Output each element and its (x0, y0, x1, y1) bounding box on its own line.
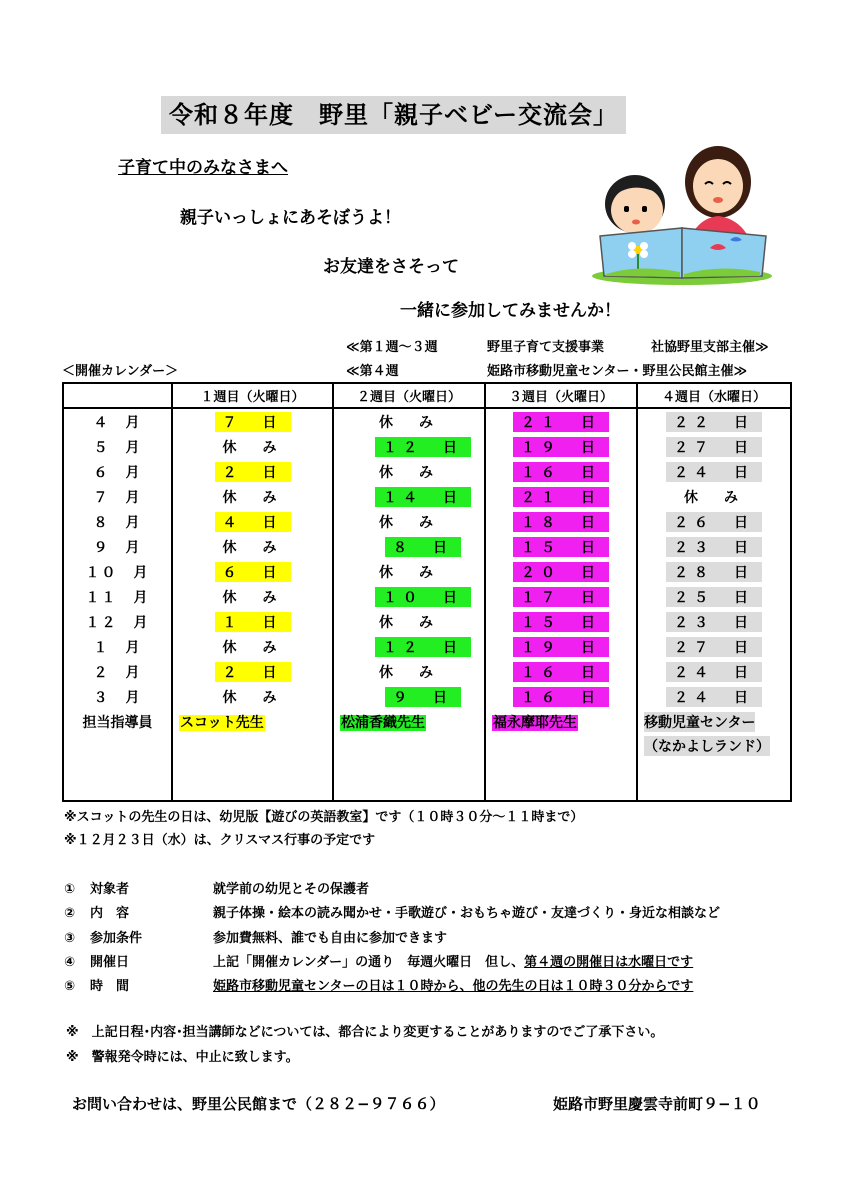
calendar-row (63, 509, 791, 534)
closed-label: 休 み (222, 589, 283, 606)
date-cell-w4 (637, 659, 791, 684)
date-cell-w4 (637, 634, 791, 659)
event-date: １７ 日 (513, 587, 609, 607)
instructor-name-sub: （なかよしランド） (644, 736, 770, 756)
closed-label: 休 み (684, 489, 744, 506)
column-header-4: ４週目（水曜日） (637, 383, 791, 408)
date-cell-w4 (637, 459, 791, 484)
item-label: 対象者 (90, 882, 130, 897)
date-cell-w3 (485, 684, 637, 709)
event-date: １６ 日 (513, 662, 609, 682)
column-header-0 (63, 383, 172, 408)
event-date: ２４ 日 (666, 687, 762, 707)
item-text-emphasis: 第４週の開催日は水曜日です (524, 955, 694, 970)
date-cell-w4 (637, 434, 791, 459)
event-date: １５ 日 (513, 612, 609, 632)
info-item (64, 951, 693, 970)
date-cell-w1 (172, 609, 333, 634)
date-cell-w2 (333, 509, 485, 534)
calendar-row (63, 408, 791, 434)
date-cell-w2 (333, 609, 485, 634)
instructor-cell-w1 (172, 709, 333, 801)
date-cell-w1 (172, 484, 333, 509)
calendar-row (63, 484, 791, 509)
column-header-1: １週目（火曜日） (172, 383, 333, 408)
date-cell-w4 (637, 534, 791, 559)
info-item (64, 927, 447, 946)
schedule-weeks-1-3: ≪第１週～３週 (346, 340, 438, 355)
date-cell-w3 (485, 459, 637, 484)
date-cell-w4 (637, 584, 791, 609)
date-cell-w1 (172, 584, 333, 609)
date-cell-w2 (333, 434, 485, 459)
date-cell-w2 (333, 459, 485, 484)
date-cell-w2 (333, 684, 485, 709)
footnote-warning: ※ 警報発令時には、中止に致します。 (66, 1050, 299, 1065)
calendar-row (63, 459, 791, 484)
calendar-row (63, 534, 791, 559)
event-date: ８ 日 (385, 537, 461, 557)
month-cell (63, 534, 172, 559)
item-number: ① (64, 882, 76, 897)
closed-label: 休 み (379, 614, 439, 631)
item-text: 上記「開催カレンダー」の通り 毎週火曜日 但し、 (213, 955, 525, 970)
event-date: １２ 日 (375, 637, 471, 657)
month-label: １１ 月 (85, 589, 150, 606)
instructor-cell-w4 (637, 709, 791, 801)
intro-greeting: 子育て中のみなさまへ (118, 158, 288, 178)
instructor-name: スコット先生 (180, 715, 264, 731)
item-number: ⑤ (64, 979, 76, 994)
info-item (64, 975, 693, 994)
item-text: 就学前の幼児とその保護者 (213, 882, 370, 897)
parent-child-book-illustration (590, 140, 775, 285)
item-label: 参加条件 (90, 931, 143, 946)
instructor-label: 担当指導員 (82, 715, 153, 731)
calendar-row (63, 609, 791, 634)
item-number: ② (64, 906, 76, 921)
event-date: １ 日 (215, 612, 291, 632)
date-cell-w4 (637, 509, 791, 534)
instructor-cell-w3 (485, 709, 637, 801)
event-date: ２６ 日 (666, 512, 762, 532)
month-cell (63, 659, 172, 684)
date-cell-w4 (637, 609, 791, 634)
closed-label: 休 み (222, 689, 283, 706)
event-date: ２２ 日 (666, 412, 762, 432)
month-cell (63, 559, 172, 584)
month-label: １２ 月 (85, 614, 150, 631)
date-cell-w1 (172, 534, 333, 559)
date-cell-w3 (485, 408, 637, 434)
date-cell-w2 (333, 484, 485, 509)
date-cell-w1 (172, 408, 333, 434)
event-date: ２８ 日 (666, 562, 762, 582)
schedule-project-name: 野里子育て支援事業 (487, 340, 605, 355)
event-date: ２４ 日 (666, 662, 762, 682)
event-date: １５ 日 (513, 537, 609, 557)
closed-label: 休 み (222, 489, 283, 506)
closed-label: 休 み (379, 664, 439, 681)
date-cell-w4 (637, 408, 791, 434)
month-cell (63, 434, 172, 459)
contact-inquiry: お問い合わせは、野里公民館まで（２８２−９７６６） (72, 1095, 445, 1113)
date-cell-w3 (485, 534, 637, 559)
instructor-row (63, 709, 791, 801)
event-date: ２７ 日 (666, 637, 762, 657)
date-cell-w1 (172, 559, 333, 584)
schedule-host-1: 社協野里支部主催≫ (651, 340, 769, 355)
date-cell-w2 (333, 559, 485, 584)
date-cell-w1 (172, 509, 333, 534)
month-cell (63, 408, 172, 434)
month-label: ７ 月 (93, 489, 142, 506)
event-date: ２１ 日 (513, 412, 609, 432)
month-label: ５ 月 (93, 439, 142, 456)
column-header-3: ３週目（火曜日） (485, 383, 637, 408)
month-cell (63, 634, 172, 659)
date-cell-w3 (485, 659, 637, 684)
schedule-week-4: ≪第４週 (346, 364, 399, 379)
event-date: ２３ 日 (666, 612, 762, 632)
item-number: ④ (64, 955, 76, 970)
month-label: １ 月 (93, 639, 142, 656)
calendar-row (63, 659, 791, 684)
month-label: ８ 月 (93, 514, 142, 531)
closed-label: 休 み (222, 439, 283, 456)
calendar-row (63, 684, 791, 709)
date-cell-w3 (485, 634, 637, 659)
date-cell-w3 (485, 559, 637, 584)
event-date: １４ 日 (375, 487, 471, 507)
contact-address: 姫路市野里慶雲寺前町９−１０ (553, 1095, 761, 1113)
closed-label: 休 み (379, 414, 439, 431)
event-date: １２ 日 (375, 437, 471, 457)
event-date: ２ 日 (215, 662, 291, 682)
page-title: 令和８年度 野里「親子ベビー交流会」 (161, 96, 626, 134)
event-date: ４ 日 (215, 512, 291, 532)
event-date: ２４ 日 (666, 462, 762, 482)
event-date: ６ 日 (215, 562, 291, 582)
date-cell-w3 (485, 609, 637, 634)
intro-line-join: 一緒に参加してみませんか！ (400, 301, 621, 321)
column-header-2: ２週目（火曜日） (333, 383, 485, 408)
note-christmas: ※１２月２３日（水）は、クリスマス行事の予定です (64, 833, 376, 848)
date-cell-w1 (172, 684, 333, 709)
event-date: １０ 日 (375, 587, 471, 607)
instructor-label-cell (63, 709, 172, 801)
date-cell-w1 (172, 634, 333, 659)
calendar-row (63, 634, 791, 659)
event-date: ２１ 日 (513, 487, 609, 507)
event-date: ２５ 日 (666, 587, 762, 607)
month-label: ２ 月 (93, 664, 142, 681)
date-cell-w1 (172, 459, 333, 484)
date-cell-w4 (637, 559, 791, 584)
date-cell-w2 (333, 659, 485, 684)
month-label: ４ 月 (93, 414, 142, 431)
calendar-header-row (63, 383, 791, 408)
instructor-name: 福永摩耶先生 (493, 715, 577, 731)
intro-line-friends: お友達をさそって (323, 257, 459, 277)
info-item (64, 878, 369, 897)
month-cell (63, 509, 172, 534)
event-date: ７ 日 (215, 412, 291, 432)
event-date: ２３ 日 (666, 537, 762, 557)
closed-label: 休 み (379, 564, 439, 581)
month-cell (63, 584, 172, 609)
month-label: ９ 月 (93, 539, 142, 556)
calendar-row (63, 584, 791, 609)
event-date: １８ 日 (513, 512, 609, 532)
calendar-row (63, 559, 791, 584)
calendar-label: ＜開催カレンダー＞ (62, 364, 179, 379)
event-date: １９ 日 (513, 637, 609, 657)
date-cell-w3 (485, 484, 637, 509)
date-cell-w3 (485, 434, 637, 459)
event-date: ２ 日 (215, 462, 291, 482)
event-date: １６ 日 (513, 687, 609, 707)
closed-label: 休 み (222, 639, 283, 656)
month-cell (63, 609, 172, 634)
instructor-cell-w2 (333, 709, 485, 801)
date-cell-w3 (485, 584, 637, 609)
event-calendar-table (62, 382, 792, 802)
item-label: 内 容 (90, 906, 130, 921)
info-item (64, 902, 720, 921)
date-cell-w1 (172, 659, 333, 684)
date-cell-w2 (333, 584, 485, 609)
intro-line-play: 親子いっしょにあそぼうよ！ (180, 208, 401, 228)
event-date: １６ 日 (513, 462, 609, 482)
item-label: 開催日 (90, 955, 130, 970)
footnote-change: ※ 上記日程･内容･担当講師などについては、都合により変更することがありますのでご了承下さい。 (66, 1025, 664, 1040)
event-date: ９ 日 (385, 687, 461, 707)
date-cell-w4 (637, 484, 791, 509)
note-english-class: ※スコットの先生の日は、幼児版【遊びの英語教室】です（１０時３０分～１１時まで） (64, 810, 584, 825)
closed-label: 休 み (222, 539, 283, 556)
closed-label: 休 み (379, 514, 439, 531)
month-label: ６ 月 (93, 464, 142, 481)
date-cell-w2 (333, 534, 485, 559)
event-date: ２０ 日 (513, 562, 609, 582)
instructor-name: 移動児童センター (644, 712, 755, 732)
closed-label: 休 み (379, 464, 439, 481)
item-text: 参加費無料、誰でも自由に参加できます (213, 931, 448, 946)
item-text: 親子体操・絵本の読み聞かせ・手歌遊び・おもちゃ遊び・友達づくり・身近な相談など (213, 906, 721, 921)
event-date: １９ 日 (513, 437, 609, 457)
month-cell (63, 484, 172, 509)
calendar-row (63, 434, 791, 459)
month-cell (63, 684, 172, 709)
item-text: 姫路市移動児童センターの日は１０時から、他の先生の日は１０時３０分からです (213, 979, 694, 994)
date-cell-w2 (333, 634, 485, 659)
event-date: ２７ 日 (666, 437, 762, 457)
date-cell-w2 (333, 408, 485, 434)
instructor-name: 松浦香織先生 (341, 715, 425, 731)
schedule-host-2: 姫路市移動児童センター・野里公民館主催≫ (487, 364, 748, 379)
item-label: 時 間 (90, 979, 130, 994)
month-cell (63, 459, 172, 484)
month-label: ３ 月 (93, 689, 142, 706)
date-cell-w3 (485, 509, 637, 534)
date-cell-w1 (172, 434, 333, 459)
item-number: ③ (64, 931, 76, 946)
month-label: １０ 月 (85, 564, 150, 581)
date-cell-w4 (637, 684, 791, 709)
